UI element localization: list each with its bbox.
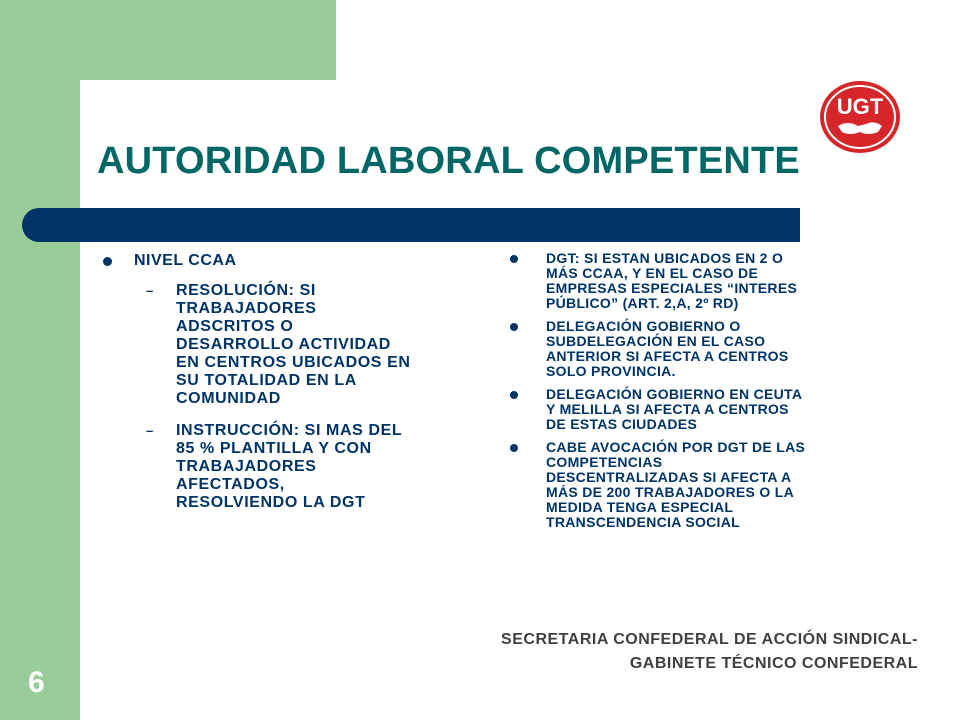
text-line: INSTRUCCIÓN: SI MAS DEL [176, 422, 403, 439]
bullet-dot-icon [510, 391, 518, 399]
bullet-dot-icon [510, 255, 518, 263]
text-line: TRANSCENDENCIA SOCIAL [546, 514, 741, 530]
footer-line: SECRETARIA CONFEDERAL DE ACCIÓN SINDICAL- [501, 631, 918, 648]
list-item-ceuta-melilla [508, 387, 888, 432]
text-line: DELEGACIÓN GOBIERNO O [546, 318, 741, 334]
left-column [100, 252, 480, 526]
bullet-dot-icon [510, 323, 518, 331]
dash-marker: – [146, 283, 154, 298]
text-line: RESOLVIENDO LA DGT [176, 494, 366, 511]
text-line: MEDIDA TENGA ESPECIAL [546, 499, 734, 515]
dash-marker: – [146, 423, 154, 438]
text-line: DESCENTRALIZADAS SI AFECTA A [546, 469, 792, 485]
footer-line: GABINETE TÉCNICO CONFEDERAL [629, 655, 918, 672]
text-line: DE ESTAS CIUDADES [546, 416, 698, 432]
footer-credit [501, 628, 918, 676]
title-underline-bar [22, 208, 800, 242]
logo-text: UGT [836, 94, 884, 119]
text-line: CABE AVOCACIÓN POR DGT DE LAS [546, 439, 806, 455]
text-line: SU TOTALIDAD EN LA [176, 372, 357, 389]
text-line: 85 % PLANTILLA Y CON [176, 440, 372, 457]
text-line: SOLO PROVINCIA. [546, 363, 676, 379]
page-number: 6 [28, 666, 45, 699]
text-line: PÚBLICO” (ART. 2,A, 2º RD) [546, 295, 739, 311]
right-column [508, 251, 888, 538]
bullet-dot-icon [510, 444, 518, 452]
text-line: ADSCRITOS O [176, 318, 294, 335]
level1-label: NIVEL CCAA [134, 252, 237, 269]
list-item-resolucion [100, 282, 480, 408]
list-item-instruccion [100, 422, 480, 512]
text-line: TRABAJADORES [176, 300, 317, 317]
text-line: TRABAJADORES [176, 458, 317, 475]
list-item-delegacion [508, 319, 888, 379]
text-line: SUBDELEGACIÓN EN EL CASO [546, 333, 766, 349]
text-line: MÁS CCAA, Y EN EL CASO DE [546, 265, 759, 281]
text-line: COMUNIDAD [176, 390, 281, 407]
list-item-avocacion [508, 440, 888, 530]
text-line: MÁS DE 200 TRABAJADORES O LA [546, 484, 794, 500]
list-item-dgt [508, 251, 888, 311]
green-side-band [0, 0, 80, 720]
list-item-level1 [100, 252, 480, 270]
text-line: EMPRESAS ESPECIALES “INTERES [546, 280, 798, 296]
text-line: RESOLUCIÓN: SI [176, 282, 316, 299]
text-line: COMPETENCIAS [546, 454, 663, 470]
text-line: ANTERIOR SI AFECTA A CENTROS [546, 348, 789, 364]
page-title: AUTORIDAD LABORAL COMPETENTE [97, 140, 800, 182]
text-line: DELEGACIÓN GOBIERNO EN CEUTA [546, 386, 803, 402]
ugt-logo [818, 80, 902, 154]
text-line: Y MELILLA SI AFECTA A CENTROS [546, 401, 789, 417]
text-line: DGT: SI ESTAN UBICADOS EN 2 O [546, 250, 784, 266]
green-top-band [80, 0, 336, 80]
text-line: EN CENTROS UBICADOS EN [176, 354, 411, 371]
text-line: DESARROLLO ACTIVIDAD [176, 336, 391, 353]
bullet-dot-icon [103, 257, 112, 266]
text-line: AFECTADOS, [176, 476, 285, 493]
